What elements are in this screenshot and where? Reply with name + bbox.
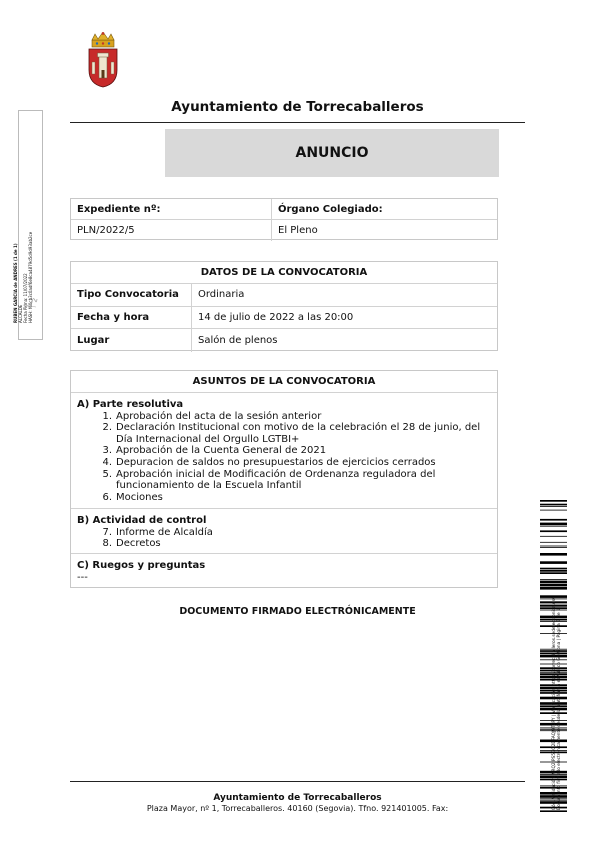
datos-header-row [71,262,497,284]
item-text: Mociones [116,491,163,503]
section-title: B) Actividad de control [77,515,207,526]
list-item [77,445,491,457]
organo-label: Órgano Colegiado: [271,199,499,219]
datos-row-value: Salón de plenos [191,329,499,352]
item-text: Informe de Alcaldía [116,526,213,538]
asuntos-convocatoria-table [70,370,498,588]
list-item [77,411,491,423]
item-number: 7. [102,526,112,538]
item-text: Aprobación inicial de Modificación de Ordenanza reguladora del funcionamiento de la Escuela Infantil [116,468,436,492]
datos-row-label: Tipo Convocatoria [77,289,179,301]
organization-title: Ayuntamiento de Torrecaballeros [171,99,424,115]
item-number: 4. [102,456,112,468]
list-item [77,527,491,539]
expediente-value-row [71,220,497,241]
item-number: 6. [102,491,112,503]
list-item [77,457,491,469]
datos-row-value: Ordinaria [191,284,499,306]
anuncio-heading: ANUNCIO [165,129,499,177]
list-item [77,538,491,550]
expediente-value: PLN/2022/5 [77,225,135,236]
item-text: Aprobación del acta de la sesión anterior [116,410,322,422]
validation-code-line: Cód. Validación: 9RQ2JPS5GQ2DFAQJ9T2PY | Verificación: https://torrecaballeros.sedelectronica.es/ [552,597,557,810]
signature-hash: HASH: f60cb3c0adf6e8ca4879d5d9d93ab2ce [28,231,33,323]
section-title: C) Ruegos y preguntas [77,560,206,571]
validation-code-text [552,480,562,810]
handwritten-signature [22,296,38,314]
barcode-bar [540,810,567,812]
asuntos-section-c [71,554,497,587]
item-number: 1. [102,410,112,422]
footer-organization: Ayuntamiento de Torrecaballeros [213,793,382,803]
footer-address: Plaza Mayor, nº 1, Torrecaballeros. 40160 (Segovia). Tfno. 921401005. Fax: [146,804,449,813]
expediente-table [70,198,498,240]
validation-platform-line: Documento firmado electrónicamente desde la plataforma esPublico Gestiona | Página 1 de 1 [557,608,562,810]
datos-convocatoria-table [70,261,498,351]
organo-value: El Pleno [271,220,499,241]
expediente-header-row [71,199,497,220]
list-item [77,422,491,445]
datos-row [71,329,497,352]
datos-title: DATOS DE LA CONVOCATORIA [200,267,368,278]
item-number: 5. [102,468,112,480]
datos-row-value: 14 de julio de 2022 a las 20:00 [191,307,499,329]
asuntos-section-a [71,393,497,509]
item-number: 8. [102,538,112,550]
item-text: Depuracion de saldos no presupuestarios de ejercicios cerrados [116,456,436,468]
item-text: Decretos [116,538,161,550]
signed-document-notice: DOCUMENTO FIRMADO ELECTRÓNICAMENTE [179,606,416,617]
list-item [77,492,491,504]
municipal-crest-logo [86,32,120,88]
item-text: Declaración Institucional con motivo de la celebración el 28 de junio, del Día Internacional del Orgullo LGTBI+ [116,422,481,445]
signature-stamp-text [13,133,33,323]
datos-row [71,307,497,330]
signature-signer: RUBEN GARCIA de ANDRES (1 de 1) [13,243,18,323]
item-text: Aprobación de la Cuenta General de 2021 [116,445,327,457]
datos-row-label: Lugar [77,334,110,346]
signature-role: ALCALDE [18,304,23,323]
asuntos-header-row [71,371,497,393]
datos-row-label: Fecha y hora [77,311,150,323]
section-note: --- [77,571,88,583]
header-divider [70,122,525,123]
asuntos-section-b [71,509,497,554]
asuntos-title: ASUNTOS DE LA CONVOCATORIA [192,376,376,387]
item-number: 2. [102,422,112,434]
section-title: A) Parte resolutiva [77,399,184,410]
datos-row [71,284,497,307]
item-number: 3. [102,445,112,457]
signature-date: Fecha Firma: 11/07/2022 [23,273,28,323]
expediente-label: Expediente nº: [77,203,161,215]
footer-divider [70,781,525,782]
list-item [77,469,491,492]
